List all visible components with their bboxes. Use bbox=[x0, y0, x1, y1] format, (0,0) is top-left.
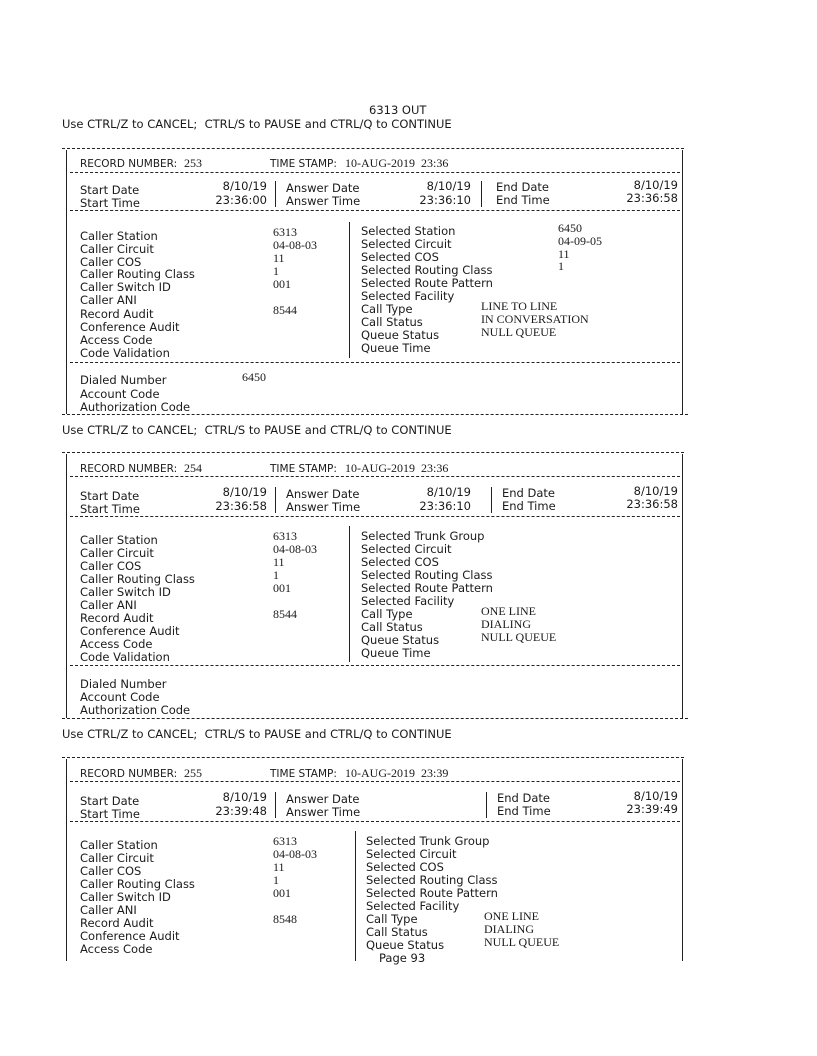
answer-time-label: Answer Time bbox=[286, 500, 361, 514]
separator bbox=[275, 792, 276, 818]
time-stamp-label: TIME STAMP: bbox=[270, 158, 337, 170]
caller-routing-class-label: Caller Routing Class bbox=[80, 572, 195, 586]
caller-circuit-label: Caller Circuit bbox=[80, 851, 154, 865]
start-date-label: Start Date bbox=[80, 183, 140, 197]
caller-switch-id-label: Caller Switch ID bbox=[80, 890, 171, 904]
caller-cos-value: 11 bbox=[273, 555, 285, 569]
answer-time-label: Answer Time bbox=[286, 194, 361, 208]
caller-routing-class-value: 1 bbox=[273, 873, 279, 887]
end-date-label: End Date bbox=[502, 486, 555, 500]
record-number-value: 255 bbox=[184, 766, 202, 780]
answer-time-value: 23:36:10 bbox=[419, 193, 471, 207]
record-audit-value: 8544 bbox=[273, 303, 297, 317]
border bbox=[682, 150, 683, 414]
record-number-label: RECORD NUMBER: bbox=[80, 768, 178, 780]
answer-time-value: 23:36:10 bbox=[419, 499, 471, 513]
end-time-label: End Time bbox=[497, 804, 551, 818]
answer-time-label: Answer Time bbox=[286, 805, 361, 819]
access-code-label: Access Code bbox=[80, 637, 153, 651]
selected-facility-label: Selected Facility bbox=[366, 899, 460, 913]
queue-time-label: Queue Time bbox=[361, 646, 431, 660]
account-code-label: Account Code bbox=[80, 690, 160, 704]
divider bbox=[70, 476, 680, 477]
authorization-code-label: Authorization Code bbox=[80, 703, 191, 717]
selected-cos-label: Selected COS bbox=[361, 555, 439, 569]
border bbox=[66, 759, 67, 961]
answer-date-value: 8/10/19 bbox=[426, 485, 471, 499]
separator bbox=[349, 222, 350, 358]
record-number-label: RECORD NUMBER: bbox=[80, 158, 178, 170]
start-date-label: Start Date bbox=[80, 794, 140, 808]
caller-circuit-label: Caller Circuit bbox=[80, 546, 154, 560]
queue-status-label: Queue Status bbox=[361, 328, 440, 342]
selected-station-value: 6450 bbox=[558, 221, 582, 235]
selected-facility-label: Selected Facility bbox=[361, 289, 455, 303]
end-time-label: End Time bbox=[496, 193, 550, 207]
call-type-value: ONE LINE bbox=[484, 909, 539, 923]
caller-routing-class-value: 1 bbox=[273, 264, 279, 278]
selected-route-pattern-label: Selected Route Pattern bbox=[361, 276, 493, 290]
call-type-label: Call Type bbox=[361, 607, 413, 621]
end-date-value: 8/10/19 bbox=[633, 789, 678, 803]
time-stamp-label: TIME STAMP: bbox=[270, 463, 337, 475]
caller-station-label: Caller Station bbox=[80, 533, 158, 547]
queue-status-label: Queue Status bbox=[361, 633, 440, 647]
instruction-line: Use CTRL/Z to CANCEL; CTRL/S to PAUSE and CTRL/Q to CONTINUE bbox=[62, 117, 452, 131]
caller-cos-value: 11 bbox=[273, 251, 285, 265]
call-status-label: Call Status bbox=[361, 315, 423, 329]
separator bbox=[275, 487, 276, 513]
answer-date-label: Answer Date bbox=[286, 792, 360, 806]
start-date-value: 8/10/19 bbox=[222, 790, 267, 804]
end-date-value: 8/10/19 bbox=[633, 178, 678, 192]
record-audit-label: Record Audit bbox=[80, 916, 154, 930]
time-stamp-value: 10-AUG-2019 23:39 bbox=[345, 766, 449, 780]
divider bbox=[62, 148, 684, 149]
call-type-label: Call Type bbox=[361, 302, 413, 316]
divider bbox=[70, 781, 680, 782]
record-audit-label: Record Audit bbox=[80, 611, 154, 625]
caller-station-label: Caller Station bbox=[80, 838, 158, 852]
divider bbox=[62, 452, 684, 453]
record-audit-value: 8548 bbox=[273, 912, 297, 926]
caller-ani-label: Caller ANI bbox=[80, 903, 137, 917]
code-validation-label: Code Validation bbox=[80, 650, 170, 664]
selected-routing-class-label: Selected Routing Class bbox=[361, 568, 493, 582]
dialed-number-value: 6450 bbox=[242, 370, 266, 384]
separator bbox=[355, 831, 356, 961]
time-stamp-label: TIME STAMP: bbox=[270, 768, 337, 780]
caller-switch-id-value: 001 bbox=[273, 581, 291, 595]
end-date-label: End Date bbox=[497, 791, 550, 805]
selected-routing-class-label: Selected Routing Class bbox=[361, 263, 493, 277]
call-type-label: Call Type bbox=[366, 912, 418, 926]
selected-station-label: Selected Station bbox=[361, 224, 456, 238]
separator bbox=[491, 487, 492, 513]
answer-date-label: Answer Date bbox=[286, 181, 360, 195]
caller-routing-class-value: 1 bbox=[273, 568, 279, 582]
selected-route-pattern-label: Selected Route Pattern bbox=[366, 886, 498, 900]
selected-circuit-label: Selected Circuit bbox=[361, 542, 452, 556]
start-date-value: 8/10/19 bbox=[222, 485, 267, 499]
caller-circuit-value: 04-08-03 bbox=[273, 238, 317, 252]
caller-station-value: 6313 bbox=[273, 225, 297, 239]
divider bbox=[62, 718, 688, 719]
code-validation-label: Code Validation bbox=[80, 346, 170, 360]
border bbox=[682, 454, 683, 718]
divider bbox=[70, 516, 680, 517]
caller-circuit-value: 04-08-03 bbox=[273, 847, 317, 861]
border bbox=[682, 759, 683, 961]
account-code-label: Account Code bbox=[80, 387, 160, 401]
start-date-value: 8/10/19 bbox=[222, 179, 267, 193]
start-time-value: 23:36:00 bbox=[215, 193, 267, 207]
selected-cos-value: 11 bbox=[558, 247, 570, 261]
start-date-label: Start Date bbox=[80, 489, 140, 503]
separator bbox=[349, 526, 350, 662]
record-number-value: 253 bbox=[184, 156, 202, 170]
end-time-value: 23:36:58 bbox=[626, 497, 678, 511]
conference-audit-label: Conference Audit bbox=[80, 624, 180, 638]
authorization-code-label: Authorization Code bbox=[80, 400, 191, 414]
answer-date-value: 8/10/19 bbox=[426, 179, 471, 193]
caller-station-label: Caller Station bbox=[80, 229, 158, 243]
queue-status-label: Queue Status bbox=[366, 938, 445, 952]
selected-routing-class-value: 1 bbox=[558, 259, 564, 273]
start-time-value: 23:39:48 bbox=[215, 804, 267, 818]
caller-cos-label: Caller COS bbox=[80, 255, 142, 269]
divider bbox=[70, 210, 680, 211]
selected-circuit-label: Selected Circuit bbox=[366, 847, 457, 861]
start-time-label: Start Time bbox=[80, 807, 140, 821]
time-stamp-value: 10-AUG-2019 23:36 bbox=[345, 156, 449, 170]
caller-cos-label: Caller COS bbox=[80, 864, 142, 878]
record-audit-value: 8544 bbox=[273, 607, 297, 621]
selected-route-pattern-label: Selected Route Pattern bbox=[361, 581, 493, 595]
queue-time-label: Queue Time bbox=[361, 341, 431, 355]
selected-routing-class-label: Selected Routing Class bbox=[366, 873, 498, 887]
start-time-label: Start Time bbox=[80, 196, 140, 210]
divider bbox=[62, 414, 688, 415]
selected-cos-label: Selected COS bbox=[366, 860, 444, 874]
divider bbox=[70, 821, 680, 822]
caller-switch-id-value: 001 bbox=[273, 277, 291, 291]
separator bbox=[486, 792, 487, 818]
caller-routing-class-label: Caller Routing Class bbox=[80, 267, 195, 281]
end-time-value: 23:39:49 bbox=[626, 802, 678, 816]
access-code-label: Access Code bbox=[80, 942, 153, 956]
caller-cos-label: Caller COS bbox=[80, 559, 142, 573]
queue-status-value: NULL QUEUE bbox=[484, 935, 560, 949]
caller-circuit-label: Caller Circuit bbox=[80, 242, 154, 256]
call-status-value: IN CONVERSATION bbox=[481, 312, 589, 326]
selected-facility-label: Selected Facility bbox=[361, 594, 455, 608]
start-time-value: 23:36:58 bbox=[215, 499, 267, 513]
conference-audit-label: Conference Audit bbox=[80, 929, 180, 943]
call-type-value: ONE LINE bbox=[481, 604, 536, 618]
caller-station-value: 6313 bbox=[273, 529, 297, 543]
caller-switch-id-value: 001 bbox=[273, 886, 291, 900]
selected-trunk-group-label: Selected Trunk Group bbox=[366, 834, 490, 848]
queue-status-value: NULL QUEUE bbox=[481, 630, 557, 644]
page-number: Page 93 bbox=[379, 951, 426, 965]
caller-circuit-value: 04-08-03 bbox=[273, 542, 317, 556]
access-code-label: Access Code bbox=[80, 333, 153, 347]
separator bbox=[275, 181, 276, 207]
caller-routing-class-label: Caller Routing Class bbox=[80, 877, 195, 891]
divider bbox=[62, 757, 684, 758]
caller-switch-id-label: Caller Switch ID bbox=[80, 280, 171, 294]
border bbox=[66, 150, 67, 414]
caller-cos-value: 11 bbox=[273, 860, 285, 874]
divider bbox=[70, 665, 680, 666]
selected-circuit-value: 04-09-05 bbox=[558, 234, 602, 248]
border bbox=[66, 454, 67, 718]
caller-ani-label: Caller ANI bbox=[80, 598, 137, 612]
start-time-label: Start Time bbox=[80, 502, 140, 516]
call-status-value: DIALING bbox=[484, 922, 534, 936]
call-status-value: DIALING bbox=[481, 617, 531, 631]
queue-status-value: NULL QUEUE bbox=[481, 325, 557, 339]
caller-ani-label: Caller ANI bbox=[80, 293, 137, 307]
caller-station-value: 6313 bbox=[273, 834, 297, 848]
answer-date-label: Answer Date bbox=[286, 487, 360, 501]
time-stamp-value: 10-AUG-2019 23:36 bbox=[345, 461, 449, 475]
end-date-value: 8/10/19 bbox=[633, 484, 678, 498]
selected-cos-label: Selected COS bbox=[361, 250, 439, 264]
record-number-value: 254 bbox=[184, 461, 202, 475]
selected-trunk-group-label: Selected Trunk Group bbox=[361, 529, 485, 543]
end-time-label: End Time bbox=[502, 499, 556, 513]
caller-switch-id-label: Caller Switch ID bbox=[80, 585, 171, 599]
call-status-label: Call Status bbox=[361, 620, 423, 634]
dialed-number-label: Dialed Number bbox=[80, 677, 167, 691]
conference-audit-label: Conference Audit bbox=[80, 320, 180, 334]
record-audit-label: Record Audit bbox=[80, 307, 154, 321]
instruction-line: Use CTRL/Z to CANCEL; CTRL/S to PAUSE and CTRL/Q to CONTINUE bbox=[62, 423, 452, 437]
call-type-value: LINE TO LINE bbox=[481, 299, 558, 313]
page-header: 6313 OUT bbox=[369, 103, 427, 117]
record-number-label: RECORD NUMBER: bbox=[80, 463, 178, 475]
dialed-number-label: Dialed Number bbox=[80, 373, 167, 387]
divider bbox=[70, 172, 680, 173]
end-date-label: End Date bbox=[496, 180, 549, 194]
end-time-value: 23:36:58 bbox=[626, 191, 678, 205]
separator bbox=[481, 181, 482, 207]
instruction-line: Use CTRL/Z to CANCEL; CTRL/S to PAUSE and CTRL/Q to CONTINUE bbox=[62, 727, 452, 741]
selected-circuit-label: Selected Circuit bbox=[361, 237, 452, 251]
call-status-label: Call Status bbox=[366, 925, 428, 939]
divider bbox=[70, 362, 680, 363]
